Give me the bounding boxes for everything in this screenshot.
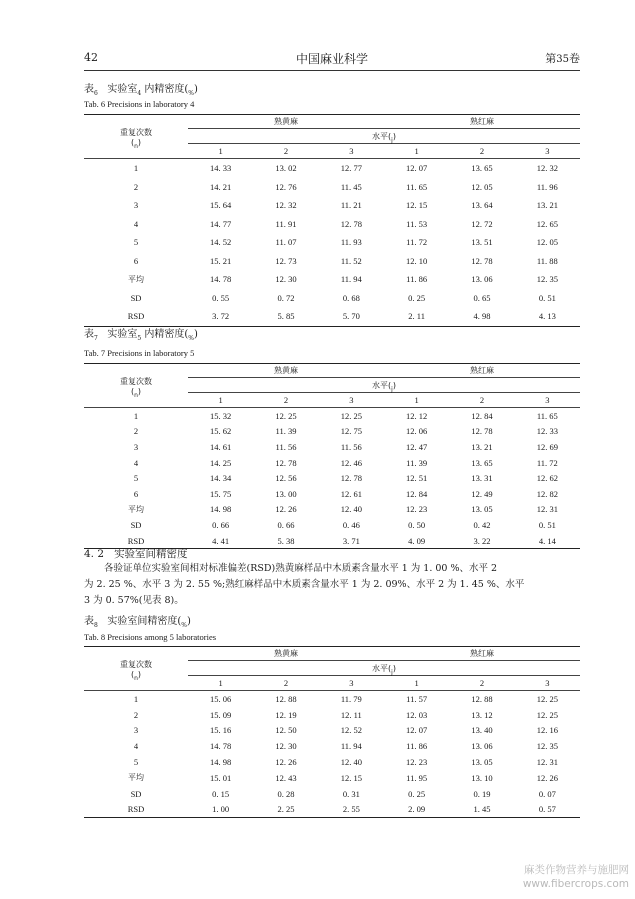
table-6-caption-cn: 表$_6$ 实验室$_4$ 内精密度$(_{\%})$ [84,84,198,97]
table-cell: 12. 78 [340,218,362,229]
table-cell: 0. 66 [277,519,295,530]
table-cell: 12. 84 [406,488,428,499]
table-cell: 11. 96 [536,181,558,192]
table-cell: 12. 75 [340,426,362,437]
table-cell: 14. 98 [210,757,232,768]
table-cell: 4. 98 [449,307,514,326]
table-row [84,754,580,770]
table-cell: 13. 21 [471,441,493,452]
table-cell: 12. 25 [536,709,558,720]
table-cell: 12. 78 [275,457,297,468]
row-label: 1 [133,163,139,174]
watermark-line-2: www.fibercrops.com [522,878,629,890]
table-7 [84,363,580,549]
table-cell: 12. 23 [406,504,428,515]
group-header-1: 熟黄麻 [188,364,384,378]
table-cell: 12. 78 [471,426,493,437]
table-cell: 12. 25 [340,410,362,421]
row-label: 2 [133,426,139,437]
header-rule [84,70,580,71]
table-cell: 11. 39 [275,426,297,437]
table-cell: 12. 25 [536,693,558,704]
table-cell: 11. 65 [406,181,428,192]
table-cell: 2. 09 [384,802,449,818]
table-cell: 12. 46 [340,457,362,468]
table-cell: 15. 06 [210,693,232,704]
table-cell: 12. 30 [275,274,297,285]
table-cell: 0. 19 [473,788,491,799]
table-cell: 0. 51 [538,519,556,530]
table-cell: 12. 19 [275,709,297,720]
table-cell: 14. 25 [210,457,232,468]
table-cell: 12. 26 [275,757,297,768]
table-cell: 13. 40 [471,725,493,736]
table-cell: 13. 05 [471,504,493,515]
table-cell: 13. 02 [275,163,297,174]
row-label: 3 [133,441,139,452]
row-label: 5 [133,237,139,248]
table-cell: 11. 93 [340,237,362,248]
table-cell: 12. 32 [275,200,297,211]
table-cell: 12. 43 [275,772,297,783]
volume-label: 第35卷 [545,52,580,65]
level-number: 2 [253,393,318,408]
table-cell: 12. 76 [275,181,297,192]
table-row [84,723,580,739]
level-number: 3 [515,144,580,159]
table-row [84,424,580,440]
row-label: 3 [133,200,139,211]
table-cell: 0. 65 [473,292,491,303]
table-cell: 12. 52 [340,725,362,736]
table-cell: 12. 50 [275,725,297,736]
table-cell: 11. 57 [406,693,428,704]
level-header: 水平$(_j)$ [188,661,580,676]
table-cell: 0. 68 [342,292,360,303]
table-cell: 12. 65 [536,218,558,229]
table-cell: 12. 16 [536,725,558,736]
table-cell: 11. 65 [536,410,558,421]
table-cell: 12. 25 [275,410,297,421]
row-label: 平均 [128,773,144,783]
table-cell: 11. 53 [406,218,428,229]
table-cell: 12. 35 [536,274,558,285]
table-cell: 13. 06 [471,274,493,285]
table-cell: 11. 79 [340,693,362,704]
table-cell: 13. 05 [471,757,493,768]
table-cell: 11. 94 [340,274,362,285]
table-cell: 0. 42 [473,519,491,530]
table-cell: 0. 57 [515,802,580,818]
level-number: 1 [384,144,449,159]
table-row [84,178,580,197]
row-label: RSD [84,533,188,549]
table-row [84,270,580,289]
table-cell: 13. 12 [471,709,493,720]
table-row [84,408,580,424]
table-cell: 14. 21 [210,181,232,192]
table-row [84,470,580,486]
table-cell: 14. 52 [210,237,232,248]
row-header: 重复次数 $(_n)$ [84,364,188,408]
table-cell: 12. 05 [536,237,558,248]
row-label: SD [130,788,142,799]
row-label: 平均 [128,504,144,514]
table-cell: 12. 12 [406,410,428,421]
level-number: 2 [253,676,318,691]
table-cell: 12. 30 [275,741,297,752]
table-cell: 11. 91 [275,218,297,229]
row-label: 5 [133,473,139,484]
table-cell: 12. 61 [340,488,362,499]
table-cell: 0. 31 [342,788,360,799]
table-7-caption-cn: 表$_7$ 实验室$_5$ 内精密度$(_{\%})$ [84,329,198,342]
table-cell: 0. 15 [212,788,230,799]
row-label: SD [130,292,142,303]
page-number: 42 [84,51,98,64]
table-cell: 13. 65 [471,457,493,468]
table-cell: 12. 26 [275,504,297,515]
table-cell: 15. 09 [210,709,232,720]
table-cell: 11. 86 [406,741,428,752]
row-label: 4 [133,218,139,229]
table-cell: 0. 07 [538,788,556,799]
table-cell: 11. 21 [340,200,362,211]
row-label: 1 [133,693,139,704]
table-cell: 12. 77 [340,163,362,174]
level-number: 3 [515,676,580,691]
table-cell: 2. 55 [319,802,384,818]
table-8 [84,646,580,818]
table-6 [84,114,580,327]
table-cell: 12. 32 [536,163,558,174]
level-number: 2 [253,144,318,159]
table-cell: 15. 01 [210,772,232,783]
level-number: 3 [319,144,384,159]
level-number: 1 [188,144,253,159]
table-cell: 15. 32 [210,410,232,421]
table-cell: 5. 70 [319,307,384,326]
table-cell: 15. 21 [210,255,232,266]
level-number: 2 [449,393,514,408]
row-label: 6 [133,255,139,266]
table-row [84,517,580,533]
table-6-caption-en: Tab. 6 Precisions in laboratory 4 [84,99,195,109]
table-row [84,770,580,786]
table-cell: 11. 56 [340,441,362,452]
table-cell: 0. 28 [277,788,295,799]
table-cell: 13. 51 [471,237,493,248]
table-cell: 11. 94 [340,741,362,752]
table-cell: 3. 22 [449,533,514,549]
row-label: 4 [133,457,139,468]
table-cell: 12. 62 [536,473,558,484]
table-8-caption-cn: 表$_8$ 实验室间精密度$(_{\%})$ [84,616,191,629]
level-header: 水平$(_j)$ [188,129,580,144]
table-cell: 14. 77 [210,218,232,229]
group-header-2: 熟红麻 [384,364,580,378]
table-cell: 11. 56 [275,441,297,452]
level-number: 2 [449,144,514,159]
table-cell: 11. 72 [536,457,558,468]
table-cell: 14. 78 [210,274,232,285]
table-cell: 12. 31 [536,504,558,515]
level-number: 3 [319,393,384,408]
table-cell: 11. 72 [406,237,428,248]
table-cell: 12. 33 [536,426,558,437]
table-cell: 11. 39 [406,457,428,468]
table-cell: 12. 78 [471,255,493,266]
level-number: 1 [384,676,449,691]
table-row [84,455,580,471]
table-cell: 12. 40 [340,504,362,515]
table-cell: 12. 88 [471,693,493,704]
row-label: RSD [84,307,188,326]
table-cell: 12. 15 [340,772,362,783]
table-cell: 0. 55 [212,292,230,303]
table-cell: 0. 66 [212,519,230,530]
table-cell: 11. 52 [340,255,362,266]
row-label: 2 [133,709,139,720]
table-8-caption-en: Tab. 8 Precisions among 5 laboratories [84,632,217,642]
table-cell: 13. 21 [536,200,558,211]
table-cell: 0. 25 [408,788,426,799]
table-row [84,486,580,502]
table-cell: 13. 10 [471,772,493,783]
table-cell: 12. 23 [406,757,428,768]
table-cell: 15. 75 [210,488,232,499]
table-row [84,502,580,518]
row-label: RSD [84,802,188,818]
table-cell: 12. 82 [536,488,558,499]
row-label: 平均 [128,274,144,284]
table-cell: 0. 72 [277,292,295,303]
level-number: 1 [188,393,253,408]
table-cell: 4. 41 [188,533,253,549]
paragraph-line-2: 为 2. 25 %、水平 3 为 2. 55 %;熟红麻样品中木质素含量水平 1 为 2. 09%、水平 2 为 1. 45 %、水平 [84,579,525,590]
row-label: 4 [133,741,139,752]
table-cell: 0. 46 [342,519,360,530]
table-cell: 13. 65 [471,163,493,174]
row-label: 1 [133,410,139,421]
running-header [84,48,580,68]
table-cell: 13. 64 [471,200,493,211]
table-cell: 1. 00 [188,802,253,818]
table-cell: 12. 78 [340,473,362,484]
table-row [84,159,580,178]
paragraph-line-1: 各验证单位实验室间相对标准偏差(RSD)熟黄麻样品中木质素含量水平 1 为 1. 00 %、水平 2 [104,563,498,574]
table-cell: 12. 07 [406,725,428,736]
table-cell: 11. 95 [406,772,428,783]
table-cell: 0. 50 [408,519,426,530]
table-cell: 14. 33 [210,163,232,174]
table-cell: 11. 07 [275,237,297,248]
group-header-1: 熟黄麻 [188,647,384,661]
table-row [84,307,580,326]
table-cell: 12. 06 [406,426,428,437]
table-cell: 12. 47 [406,441,428,452]
data-table [84,646,580,818]
table-row [84,289,580,308]
table-cell: 12. 72 [471,218,493,229]
row-label: 3 [133,725,139,736]
level-number: 1 [188,676,253,691]
table-cell: 1. 45 [449,802,514,818]
paragraph-line-3: 3 为 0. 57%(见表 8)。 [84,595,184,606]
table-cell: 12. 49 [471,488,493,499]
table-row [84,439,580,455]
table-cell: 11. 88 [536,255,558,266]
table-cell: 12. 31 [536,757,558,768]
table-cell: 12. 35 [536,741,558,752]
table-cell: 12. 69 [536,441,558,452]
table-cell: 3. 72 [188,307,253,326]
table-cell: 12. 11 [340,709,362,720]
table-cell: 12. 84 [471,410,493,421]
table-row [84,802,580,818]
table-cell: 13. 06 [471,741,493,752]
data-table [84,363,580,549]
table-cell: 12. 03 [406,709,428,720]
data-table [84,114,580,327]
table-cell: 12. 26 [536,772,558,783]
journal-title: 中国麻业科学 [295,52,368,66]
table-cell: 11. 86 [406,274,428,285]
table-cell: 14. 34 [210,473,232,484]
row-label: 6 [133,488,139,499]
level-number: 2 [449,676,514,691]
table-cell: 12. 56 [275,473,297,484]
row-header: 重复次数 $(_n)$ [84,647,188,691]
table-row [84,215,580,234]
table-cell: 14. 98 [210,504,232,515]
level-number: 3 [319,676,384,691]
table-cell: 11. 45 [340,181,362,192]
table-cell: 12. 88 [275,693,297,704]
table-cell: 12. 40 [340,757,362,768]
table-cell: 2. 11 [384,307,449,326]
table-row [84,252,580,271]
table-cell: 14. 78 [210,741,232,752]
table-row [84,786,580,802]
group-header-2: 熟红麻 [384,647,580,661]
table-row [84,691,580,707]
table-cell: 4. 09 [384,533,449,549]
row-label: 5 [133,757,139,768]
table-cell: 15. 16 [210,725,232,736]
table-cell: 4. 13 [515,307,580,326]
table-cell: 15. 62 [210,426,232,437]
table-row [84,196,580,215]
table-cell: 0. 25 [408,292,426,303]
row-label: SD [130,519,142,530]
table-cell: 12. 05 [471,181,493,192]
table-cell: 12. 51 [406,473,428,484]
table-cell: 12. 73 [275,255,297,266]
row-label: 2 [133,181,139,192]
table-cell: 12. 07 [406,163,428,174]
table-7-caption-en: Tab. 7 Precisions in laboratory 5 [84,348,195,358]
group-header-2: 熟红麻 [384,115,580,129]
section-heading: 4. 2 实验室间精密度 [84,548,188,560]
table-cell: 13. 31 [471,473,493,484]
table-row [84,738,580,754]
table-cell: 0. 51 [538,292,556,303]
table-cell: 12. 10 [406,255,428,266]
watermark-line-1: 麻类作物营养与施肥网 [524,864,629,876]
row-header: 重复次数 $(_n)$ [84,115,188,159]
level-number: 1 [384,393,449,408]
level-number: 3 [515,393,580,408]
table-cell: 14. 61 [210,441,232,452]
table-cell: 4. 14 [515,533,580,549]
table-cell: 2. 25 [253,802,318,818]
table-row [84,233,580,252]
group-header-1: 熟黄麻 [188,115,384,129]
table-cell: 13. 00 [275,488,297,499]
table-row [84,707,580,723]
level-header: 水平$(_j)$ [188,378,580,393]
table-cell: 5. 38 [253,533,318,549]
table-cell: 12. 15 [406,200,428,211]
table-cell: 5. 85 [253,307,318,326]
table-cell: 15. 64 [210,200,232,211]
table-cell: 3. 71 [319,533,384,549]
